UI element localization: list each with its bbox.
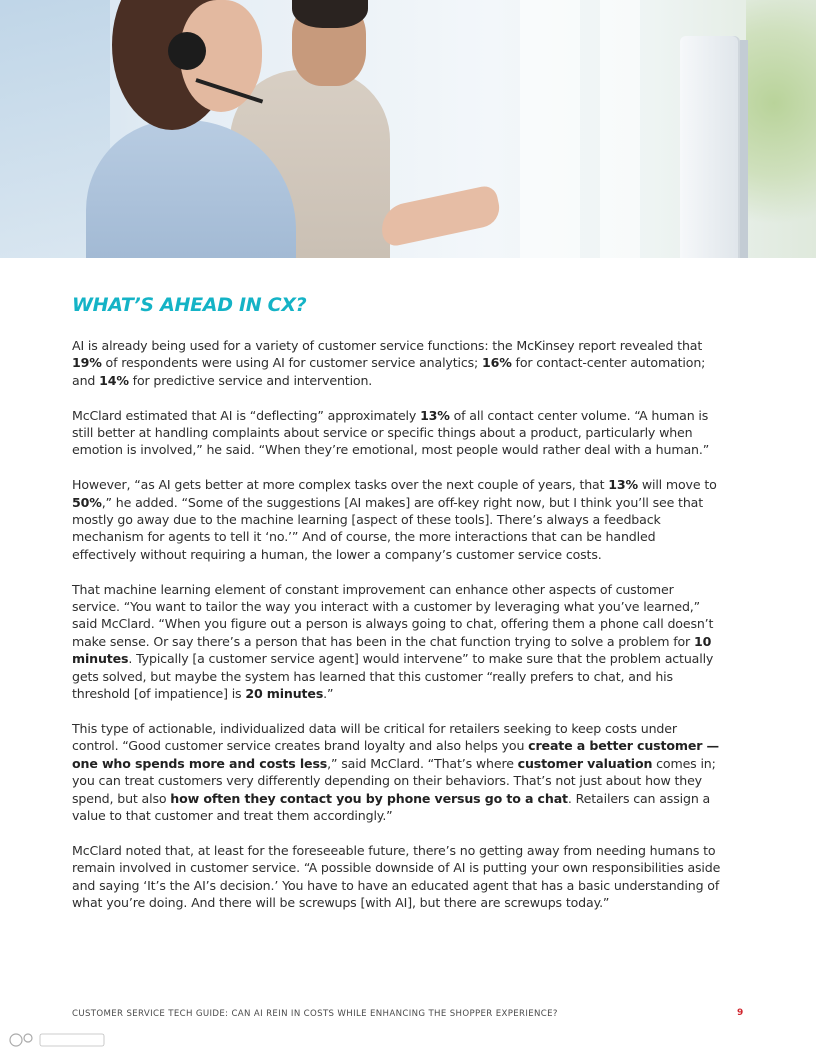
text-run: ,” he added. “Some of the suggestions [AI makes] are off-key right now, but I think you’ll see that mostly go away due to the machine learning [aspect of these tools]. There’s always a feedback mechanism for agents to tell it ‘no.’” And of course, the more interactions that can be handled effectively without requiring a human, the lower a company’s customer service costs. [72,494,703,562]
bold-run: 13% [420,407,450,423]
bold-run: 13% [608,477,638,493]
paragraph [72,720,722,824]
text-run: . Retailers can assign a value to that customer and treat them accordingly.” [72,790,711,823]
bold-run: 20 minutes [245,686,324,702]
text-run: That machine learning element of constant improvement can enhance other aspects of customer service. “You want to tailor the way you interact with a customer by leveraging what you’ve learned,” said McClard. “When you figure out a person is always going to chat, offering them a phone call doesn’t make sense. Or say there’s a person that has been in the chat function trying to solve a problem for [72,581,714,649]
paragraph [72,407,722,459]
article-body [72,337,722,929]
paragraph [72,476,722,563]
text-run: McClard noted that, at least for the foreseeable future, there’s no getting away from needing humans to remain involved in customer service. “A possible downside of AI is putting your own responsibilities aside and saying ‘It’s the AI’s decision.’ You have to have an educated agent that has a basic understanding of what you’re doing. And there will be screwups [with AI], but there are screwups today.” [72,842,721,910]
bold-run: 19% [72,355,102,371]
page-number: 9 [737,1008,744,1018]
bold-run: 50% [72,494,102,510]
text-run: ,” said McClard. “That’s where [327,755,518,771]
text-run: comes in; you can treat customers very differently depending on their behaviors. That’s not just about how they spend, but also [72,755,716,806]
text-run: for predictive service and intervention. [128,372,373,388]
paragraph [72,581,722,703]
text-run: This type of actionable, individualized data will be critical for retailers seeking to keep costs under control. “Good customer service creates brand loyalty and also helps you [72,720,677,754]
watermark-logo [8,1030,108,1050]
text-run: However, “as AI gets better at more complex tasks over the next couple of years, that [72,477,609,493]
paragraph [72,337,722,389]
bold-run: 14% [99,372,129,388]
paragraph [72,842,722,912]
text-run: of respondents were using AI for customer service analytics; [101,355,482,371]
section-heading: WHAT’S AHEAD IN CX? [72,294,307,316]
text-run: McClard estimated that AI is “deflecting” approximately [72,407,421,423]
text-run: will move to [637,477,717,493]
bold-run: customer valuation [517,755,653,771]
text-run: AI is already being used for a variety of customer service functions: the McKinsey report revealed that [72,338,703,353]
text-run: . Typically [a customer service agent] would intervene” to make sure that the problem actually gets solved, but maybe the system has learned that this customer “really prefers to chat, and his threshold [of impatience] is [72,651,714,702]
bold-run: create a better customer — one who spends more and costs less [72,738,720,771]
text-run: .” [323,686,334,702]
footer-guide-title: CUSTOMER SERVICE TECH GUIDE: CAN AI REIN IN COSTS WHILE ENHANCING THE SHOPPER EXPERIENCE? [72,1009,558,1019]
text-run: of all contact center volume. “A human is still better at handling complaints about service or specific things about a product, particularly when emotion is involved,” he said. “When they’re emotional, most people would rather deal with a human.” [72,407,710,458]
bold-run: 10 minutes [72,633,712,667]
bold-run: how often they contact you by phone versus go to a chat [170,790,568,806]
text-run: for contact-center automation; and [72,355,706,388]
bold-run: 16% [482,355,512,371]
hero-photo [0,0,816,258]
